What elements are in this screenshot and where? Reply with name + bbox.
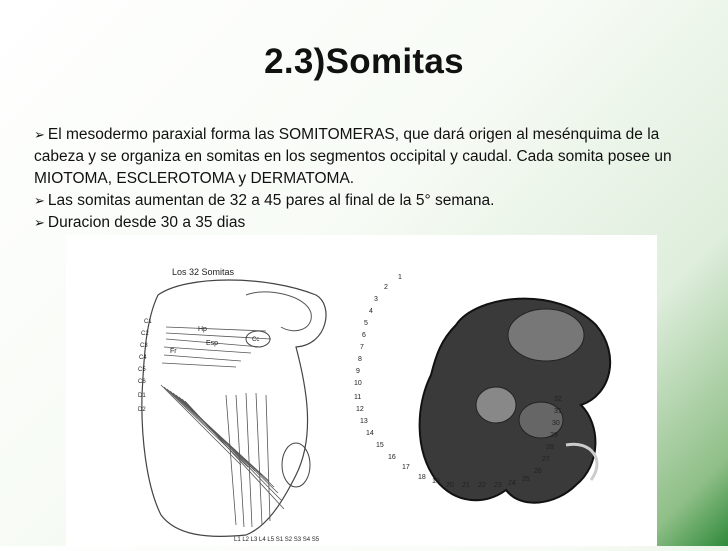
embryo-head <box>508 309 584 361</box>
somite-number-15: 15 <box>376 442 384 449</box>
somite-number-7: 7 <box>360 344 364 351</box>
label-c1: C1 <box>144 319 152 325</box>
somite-number-29: 29 <box>550 432 558 439</box>
label-c3: C3 <box>140 343 148 349</box>
somite-number-22: 22 <box>478 482 486 489</box>
bullet-2 <box>34 190 704 212</box>
somite-number-18: 18 <box>418 474 426 481</box>
label-c2: C2 <box>141 331 149 337</box>
somite-number-28: 28 <box>546 444 554 451</box>
somite-number-4: 4 <box>369 308 373 315</box>
slide-body <box>34 124 704 234</box>
bullet-1-text: El mesodermo paraxial forma las SOMITOMERAS, que dará origen al mesénquima de la cabeza y se organiza en somitas en los segmentos occipital y caudal. Cada somita posee un MIOTOMA, ESCLEROTOMA y DERMATOMA. <box>34 126 672 187</box>
somite-number-19: 19 <box>432 478 440 485</box>
slide-title: 2.3)Somitas <box>264 42 464 81</box>
somite-number-23: 23 <box>494 482 502 489</box>
somite-stripes <box>161 327 284 527</box>
label-c6: C6 <box>138 379 146 385</box>
label-d1: D1 <box>138 393 146 399</box>
bullet-3-text: Duracion desde 30 a 35 dias <box>47 214 246 231</box>
embryo-figure <box>336 235 657 546</box>
bullet-1 <box>34 124 704 190</box>
somites-diagram <box>66 235 336 546</box>
bullet-3 <box>34 212 704 234</box>
somite-number-5: 5 <box>364 320 368 327</box>
somite-number-25: 25 <box>522 476 530 483</box>
somite-number-9: 9 <box>356 368 360 375</box>
somite-number-17: 17 <box>402 464 410 471</box>
embryo-svg <box>336 235 657 546</box>
somite-number-1: 1 <box>398 274 402 281</box>
arrow-bullet-icon: ➢ <box>34 193 45 208</box>
somite-number-13: 13 <box>360 418 368 425</box>
arrow-bullet-icon: ➢ <box>34 127 45 142</box>
somite-number-11: 11 <box>354 394 362 401</box>
label-cc: Cc <box>252 337 260 343</box>
somite-number-31: 31 <box>554 408 562 415</box>
somite-number-16: 16 <box>388 454 396 461</box>
somite-number-3: 3 <box>374 296 378 303</box>
somite-number-21: 21 <box>462 482 470 489</box>
somites-diagram-svg <box>66 235 336 546</box>
somite-number-2: 2 <box>384 284 388 291</box>
bullet-2-text: Las somitas aumentan de 32 a 45 pares al final de la 5° semana. <box>47 192 495 209</box>
somite-number-8: 8 <box>358 356 362 363</box>
somite-number-12: 12 <box>356 406 364 413</box>
tail-bulb <box>282 443 310 487</box>
arrow-bullet-icon: ➢ <box>34 215 45 230</box>
label-c5: C5 <box>138 367 146 373</box>
label-esp: Esp <box>206 340 219 347</box>
somite-number-30: 30 <box>552 420 560 427</box>
somite-number-26: 26 <box>534 468 542 475</box>
somite-number-6: 6 <box>362 332 366 339</box>
label-hp: Hp <box>198 326 207 333</box>
somite-number-24: 24 <box>508 480 516 487</box>
label-c4: C4 <box>139 355 147 361</box>
label-d2: D2 <box>138 407 146 413</box>
somites-figure <box>66 235 657 546</box>
diagram-title: Los 32 Somitas <box>172 267 235 277</box>
somite-number-20: 20 <box>446 482 454 489</box>
label-bottom: L1 L2 L3 L4 L5 S1 S2 S3 S4 S5 <box>234 537 320 543</box>
somite-number-10: 10 <box>354 380 362 387</box>
somite-number-14: 14 <box>366 430 374 437</box>
label-fr: Fr <box>170 348 177 355</box>
embryo-heart <box>476 387 516 423</box>
somite-number-32: 32 <box>554 396 562 403</box>
head-curve <box>246 292 311 331</box>
somite-number-27: 27 <box>542 456 550 463</box>
